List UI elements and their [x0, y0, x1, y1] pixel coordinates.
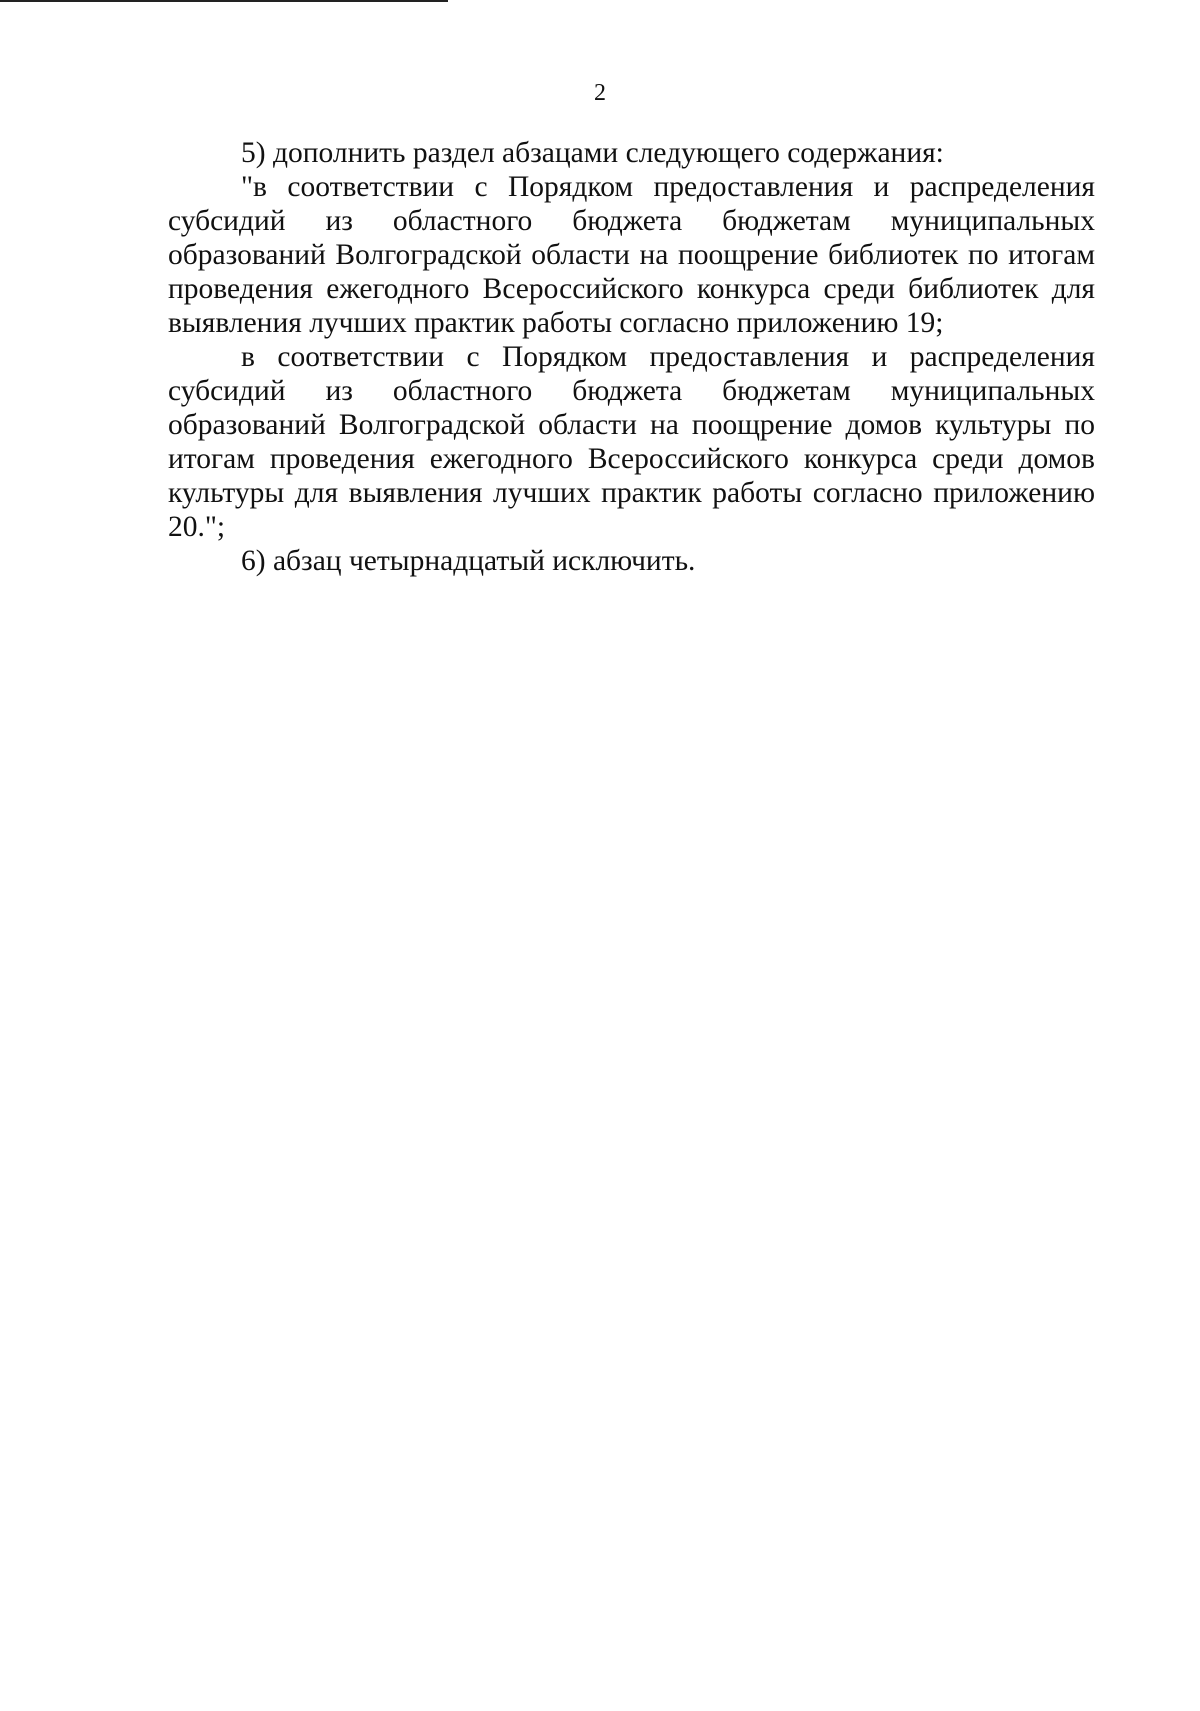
- paragraph-item-6: 6) абзац четырнадцатый исключить.: [241, 545, 696, 577]
- scan-edge-line: [0, 0, 448, 2]
- document-body: [168, 136, 1095, 578]
- paragraph-libraries: "в соответствии с Порядком предоставления и распределения субсидий из областного бюджета бюджетам муниципальных образований Волгоградской области на поощрение библиотек по итогам проведения ежегодного Всероссийского конкурса среди библиотек для выявления лучших практик работы согласно приложению 19;: [168, 171, 1095, 339]
- page-number: 2: [594, 80, 606, 106]
- paragraph-item-5: 5) дополнить раздел абзацами следующего содержания:: [241, 137, 944, 169]
- paragraph-culture-houses: в соответствии с Порядком предоставления и распределения субсидий из областного бюджета бюджетам муниципальных образований Волгоградской области на поощрение домов культуры по итогам проведения ежегодного Всероссийского конкурса среди домов культуры для выявления лучших практик работы согласно приложению 20.";: [168, 341, 1095, 543]
